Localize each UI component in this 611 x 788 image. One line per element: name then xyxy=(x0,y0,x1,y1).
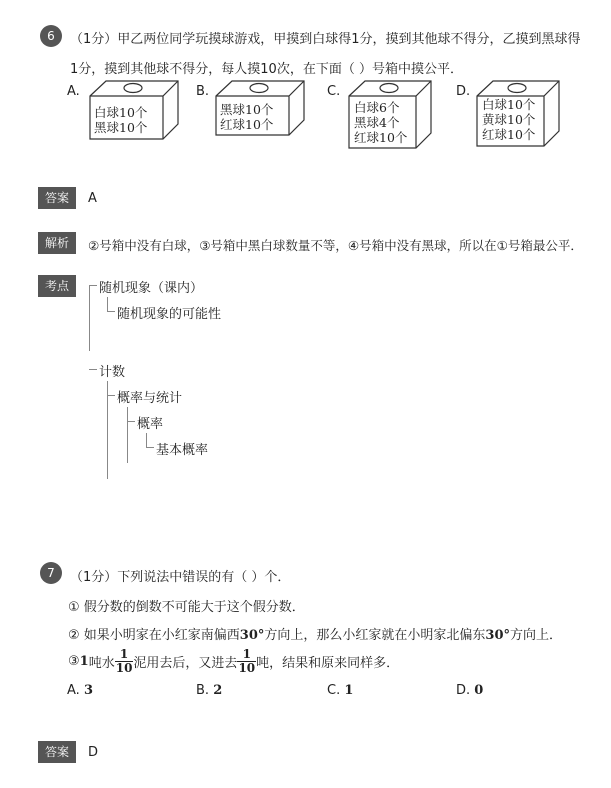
statement-2-text: ② 如果小明家在小红家南偏西 xyxy=(68,628,240,643)
statement-2-angle: 30° xyxy=(485,628,510,643)
option-letter: D. xyxy=(456,683,471,698)
option-a-letter: A. xyxy=(67,84,80,99)
option-c-line: 白球6个 xyxy=(354,100,400,115)
statement-3-number: 1 xyxy=(79,653,89,669)
question-number-badge: 7 xyxy=(40,562,62,584)
question-number-badge: 6 xyxy=(40,25,62,47)
option-b-line: 黑球10个 xyxy=(220,102,274,117)
option-letter: A. xyxy=(67,683,80,698)
tree-node-probability: 概率 xyxy=(137,417,164,432)
option-b-letter: B. xyxy=(196,84,210,99)
tree-line xyxy=(127,421,135,422)
fraction xyxy=(115,648,134,675)
fraction xyxy=(237,648,256,675)
fraction-denominator: 10 xyxy=(115,660,133,675)
option-b xyxy=(196,683,222,698)
tree-node-basic-probability: 基本概率 xyxy=(156,443,209,458)
tree-node-probability-statistics: 概率与统计 xyxy=(117,391,183,406)
option-value: 1 xyxy=(344,683,354,698)
tree-line xyxy=(146,433,147,447)
tree-line xyxy=(89,285,97,286)
option-d xyxy=(456,683,483,698)
answer-value: A xyxy=(88,191,97,206)
option-d-line: 黄球10个 xyxy=(482,112,536,127)
fraction-numerator: 1 xyxy=(115,648,134,662)
answer-tag: 答案 xyxy=(38,741,76,763)
tree-line xyxy=(89,285,90,351)
option-a xyxy=(67,683,93,698)
statement-3 xyxy=(68,644,399,678)
option-value: 3 xyxy=(83,683,93,698)
tree-node-random-possibility: 随机现象的可能性 xyxy=(117,307,222,322)
answer-tag: 答案 xyxy=(38,187,76,209)
kaodian-tag: 考点 xyxy=(38,275,76,297)
tree-line xyxy=(89,369,97,370)
option-c-line: 红球10个 xyxy=(354,130,408,145)
option-value: 2 xyxy=(213,683,223,698)
tree-node-random: 随机现象（课内） xyxy=(99,281,204,296)
option-d-line: 白球10个 xyxy=(482,97,536,112)
tree-line xyxy=(107,297,108,311)
statement-3-text: 吨水 xyxy=(88,655,115,671)
statement-2 xyxy=(68,624,562,643)
option-c-line: 黑球4个 xyxy=(354,115,400,130)
statement-2-angle: 30° xyxy=(239,628,265,643)
option-letter: C. xyxy=(327,683,341,698)
option-value: 0 xyxy=(474,683,484,698)
option-c xyxy=(327,683,353,698)
tree-line xyxy=(146,447,154,448)
tree-line xyxy=(127,407,128,463)
tree-line xyxy=(107,311,115,312)
statement-3-text: 吨，结果和原来同样多． xyxy=(256,655,400,671)
option-a-line: 黑球10个 xyxy=(94,120,148,135)
option-b-line: 红球10个 xyxy=(220,117,274,132)
question-stem-line2: 1分，摸到其他球不得分，每人摸10次，在下面（ ）号箱中摸公平． xyxy=(70,62,463,77)
statement-1: ① 假分数的倒数不可能大于这个假分数． xyxy=(68,600,305,615)
statement-3-text: 泥用去后，又进去 xyxy=(133,655,238,671)
tree-line xyxy=(107,395,115,396)
question-stem: （1分）下列说法中错误的有（ ）个． xyxy=(70,570,291,585)
fraction-denominator: 10 xyxy=(238,660,256,675)
analysis-tag: 解析 xyxy=(38,232,76,254)
option-d-letter: D. xyxy=(456,84,471,99)
statement-2-text: 方向上． xyxy=(510,628,563,643)
answer-value: D xyxy=(88,745,99,760)
option-c-letter: C. xyxy=(327,84,341,99)
option-d-line: 红球10个 xyxy=(482,127,536,142)
statement-2-text: 方向上，那么小红家就在小明家北偏东 xyxy=(264,628,486,643)
statement-3-text: ③ xyxy=(68,653,80,669)
option-letter: B. xyxy=(196,683,210,698)
fraction-numerator: 1 xyxy=(237,648,256,662)
tree-node-count: 计数 xyxy=(99,365,126,380)
question-stem-line1: （1分）甲乙两位同学玩摸球游戏，甲摸到白球得1分，摸到其他球不得分，乙摸到黑球得 xyxy=(70,32,581,47)
analysis-text: ②号箱中没有白球，③号箱中黑白球数量不等，④号箱中没有黑球，所以在①号箱最公平． xyxy=(88,238,583,253)
option-a-line: 白球10个 xyxy=(94,105,148,120)
